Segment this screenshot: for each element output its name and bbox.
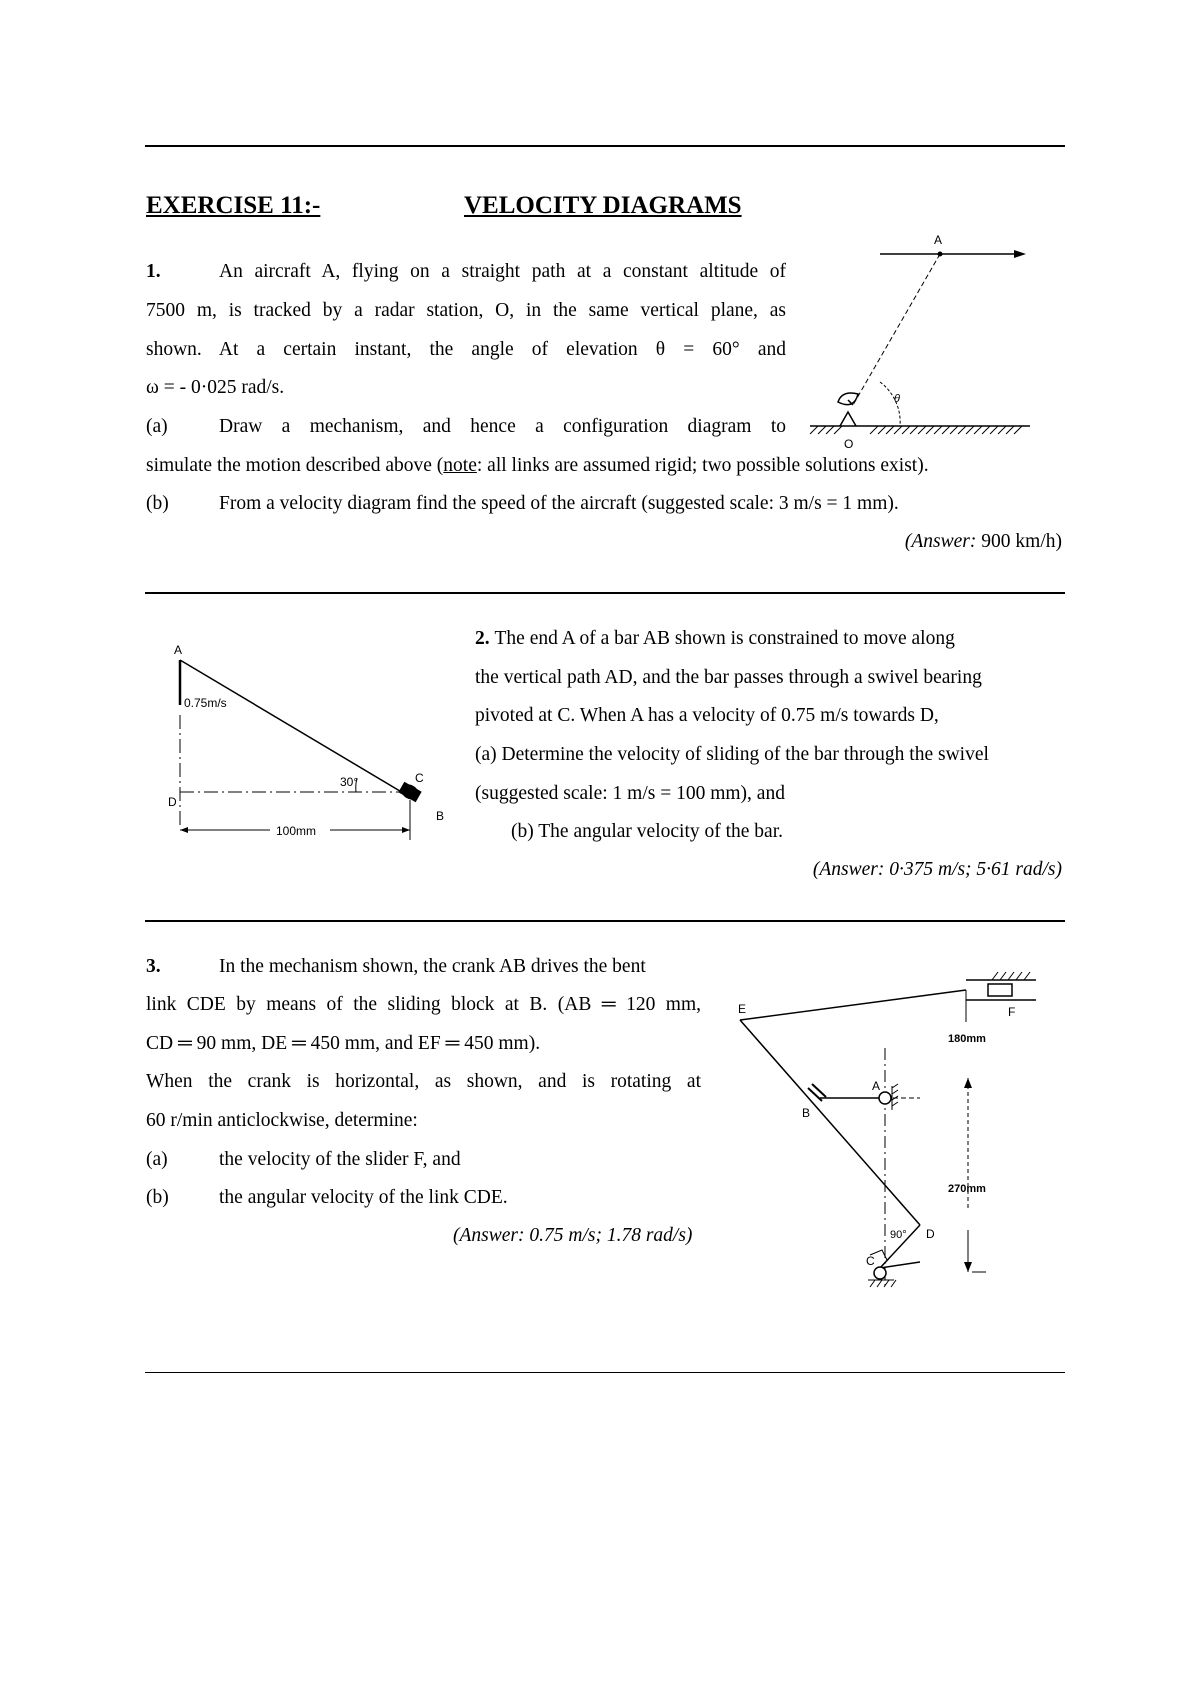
q1-line1: An aircraft A, flying on a straight path at a constant altitude of [219, 261, 786, 282]
q3-fig-label-f: F [1008, 1005, 1016, 1019]
q3-a-text: the velocity of the slider F, and [219, 1149, 461, 1170]
q1-a-line2-pre: simulate the motion described above ( [146, 455, 444, 476]
q1-answer [905, 532, 1062, 552]
pivot-c-icon [874, 1267, 886, 1279]
q2-a-line2: (suggested scale: 1 m/s = 100 mm), and [475, 783, 785, 804]
pivot-a-icon [879, 1092, 891, 1104]
q1-line2: 7500 m, is tracked by a radar station, O, in the same vertical plane, as [146, 300, 786, 321]
link-de [740, 1020, 920, 1225]
q2-line1-text: The end A of a bar AB shown is constrained to move along [494, 628, 955, 649]
q1-a-line1: Draw a mechanism, and hence a configuration diagram to [219, 416, 786, 437]
q3-a-label: (a) [146, 1149, 168, 1170]
q2-line2: the vertical path AD, and the bar passes through a swivel bearing [475, 667, 982, 688]
aircraft-radar-figure [790, 230, 1050, 460]
dim-arrow-right-icon [402, 827, 410, 833]
radar-dish-icon [838, 393, 858, 426]
q3-line1: In the mechanism shown, the crank AB drives the bent [219, 956, 646, 977]
slider-f-icon [966, 972, 1036, 1000]
line-of-sight [853, 254, 940, 405]
q1-b-label: (b) [146, 493, 169, 514]
q3-fig-label-d: D [926, 1227, 935, 1241]
pivot-c-hatch [868, 1280, 896, 1287]
q1-a-line2-note: note [443, 455, 477, 476]
q3-line5: 60 r/min anticlockwise, determine: [146, 1110, 418, 1131]
q2-fig-label-d: D [168, 795, 177, 809]
q3-fig-label-dim2: 270mm [948, 1183, 986, 1195]
q3-fig-label-e: E [738, 1002, 747, 1016]
q1-b-text: From a velocity diagram find the speed of the aircraft (suggested scale: 3 m/s = 1 mm). [219, 493, 899, 514]
section-rule-1 [145, 592, 1065, 594]
q1-line3: shown. At a certain instant, the angle of elevation θ = 60° and [146, 339, 786, 360]
q3-fig-label-angle: 90° [890, 1229, 907, 1241]
bar-swivel-figure [160, 640, 460, 840]
section-rule-2 [145, 920, 1065, 922]
page-title: VELOCITY DIAGRAMS [464, 192, 742, 219]
dim-arrow-up-icon [964, 1078, 972, 1088]
q2-fig-label-b: B [436, 809, 445, 823]
bottom-rule [145, 1372, 1065, 1373]
q3-fig-label-dim1: 180mm [948, 1033, 986, 1045]
exercise-label: EXERCISE 11:- [146, 192, 321, 219]
q3-line4: When the crank is horizontal, as shown, and is rotating at [146, 1071, 701, 1092]
ground-link [880, 1262, 920, 1268]
bent-link-mechanism-figure [730, 960, 1050, 1310]
q1-a-line2-post: : all links are assumed rigid; two possible solutions exist). [476, 455, 929, 476]
q3-line2: link CDE by means of the sliding block at B. (AB ═ 120 mm, [146, 994, 701, 1015]
q2-fig-label-velocity: 0.75m/s [184, 696, 227, 710]
q2-fig-label-dim: 100mm [276, 824, 317, 838]
q2-fig-label-c: C [415, 771, 424, 785]
link-ef [740, 990, 966, 1020]
q2-fig-label-angle: 30° [340, 775, 359, 789]
bar-ab [180, 660, 415, 800]
q1-fig-label-theta: θ [894, 393, 900, 405]
q1-line4: ω = - 0·025 rad/s. [146, 377, 285, 398]
q1-a-label: (a) [146, 416, 168, 437]
q1-fig-label-o: O [844, 437, 854, 451]
q3-b-label: (b) [146, 1187, 169, 1208]
q3-b-text: the angular velocity of the link CDE. [219, 1187, 508, 1208]
dim-arrow-left-icon [180, 827, 188, 833]
q2-a-text: (a) Determine the velocity of sliding of the bar through the swivel [475, 744, 989, 765]
q2-number: 2. [475, 628, 490, 649]
flight-arrow-icon [1014, 250, 1026, 258]
q2-answer: (Answer: 0·375 m/s; 5·61 rad/s) [812, 859, 1062, 880]
q3-number: 3. [146, 956, 161, 977]
pivot-a-hatch [892, 1084, 898, 1110]
q3-fig-label-b: B [802, 1106, 811, 1120]
top-rule [145, 145, 1065, 147]
q2-line3: pivoted at C. When A has a velocity of 0.75 m/s towards D, [475, 705, 939, 726]
q3-fig-label-a: A [872, 1079, 881, 1093]
q3-answer: (Answer: 0.75 m/s; 1.78 rad/s) [453, 1225, 693, 1246]
q1-number: 1. [146, 261, 161, 282]
q1-answer-prefix: (Answer: [904, 531, 977, 552]
q1-answer-value: 900 km/h) [976, 531, 1062, 552]
q2-b-text: (b) The angular velocity of the bar. [511, 821, 784, 842]
q3-fig-label-c: C [866, 1254, 875, 1268]
ground-hatching [810, 426, 1022, 434]
q2-fig-label-a: A [174, 643, 183, 657]
q3-line3: CD ═ 90 mm, DE ═ 450 mm, and EF ═ 450 mm). [146, 1033, 541, 1054]
q1-fig-label-a: A [934, 233, 943, 247]
q2-line1 [475, 629, 955, 649]
